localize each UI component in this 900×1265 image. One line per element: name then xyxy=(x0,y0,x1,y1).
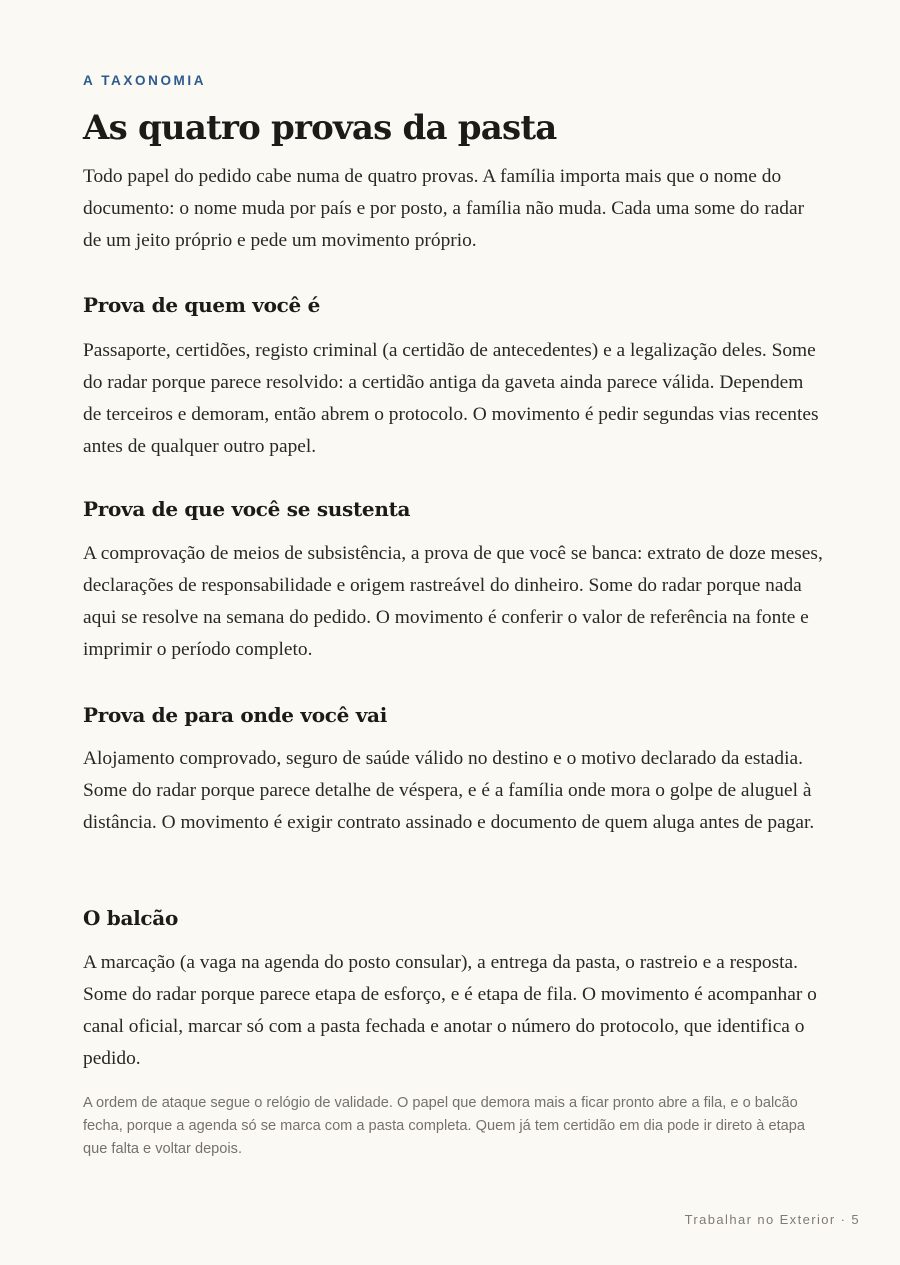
section-body-counter: A marcação (a vaga na agenda do posto consular), a entrega da pasta, o rastreio e a resposta. Some do radar porque parece etapa de esforço, e é etapa de fila. O movimento é acompanhar o canal oficial, marcar só com a pasta fechada e anotar o número do protocolo, que identifica o pedido. xyxy=(83,952,817,1069)
closing-note: A ordem de ataque segue o relógio de validade. O papel que demora mais a ficar pronto abre a fila, e o balcão fecha, porque a agenda só se marca com a pasta completa. Quem já tem certidão em dia pode ir direto à etapa que falta e voltar depois. xyxy=(83,1095,805,1157)
intro-paragraph: Todo papel do pedido cabe numa de quatro provas. A família importa mais que o nome do documento: o nome muda por país e por posto, a família não muda. Cada uma some do radar de um jeito próprio e pede um movimento próprio. xyxy=(83,166,805,251)
page-title: As quatro provas da pasta xyxy=(83,108,557,148)
section-heading-destination: Prova de para onde você vai xyxy=(83,703,387,727)
section-heading-identity: Prova de quem você é xyxy=(83,293,321,317)
section-eyebrow: A TAXONOMIA xyxy=(83,73,207,88)
section-body-identity: Passaporte, certidões, registo criminal (a certidão de antecedentes) e a legalização deles. Some do radar porque parece resolvido: a certidão antiga da gaveta ainda parece válida. Dependem de terceiros e demoram, então abrem o protocolo. O movimento é pedir segundas vias recentes antes de qualquer outro papel. xyxy=(83,340,819,457)
section-heading-counter: O balcão xyxy=(83,906,179,930)
section-heading-support: Prova de que você se sustenta xyxy=(83,497,411,521)
section-body-destination: Alojamento comprovado, seguro de saúde válido no destino e o motivo declarado da estadia. Some do radar porque parece detalhe de véspera, e é a família onde mora o golpe de aluguel à distância. O movimento é exigir contrato assinado e documento de quem aluga antes de pagar. xyxy=(83,748,815,833)
section-body-support: A comprovação de meios de subsistência, a prova de que você se banca: extrato de doze meses, declarações de responsabilidade e origem rastreável do dinheiro. Some do radar porque nada aqui se resolve na semana do pedido. O movimento é conferir o valor de referência na fonte e imprimir o período completo. xyxy=(83,543,823,660)
page-footer: Trabalhar no Exterior · 5 xyxy=(684,1212,860,1227)
